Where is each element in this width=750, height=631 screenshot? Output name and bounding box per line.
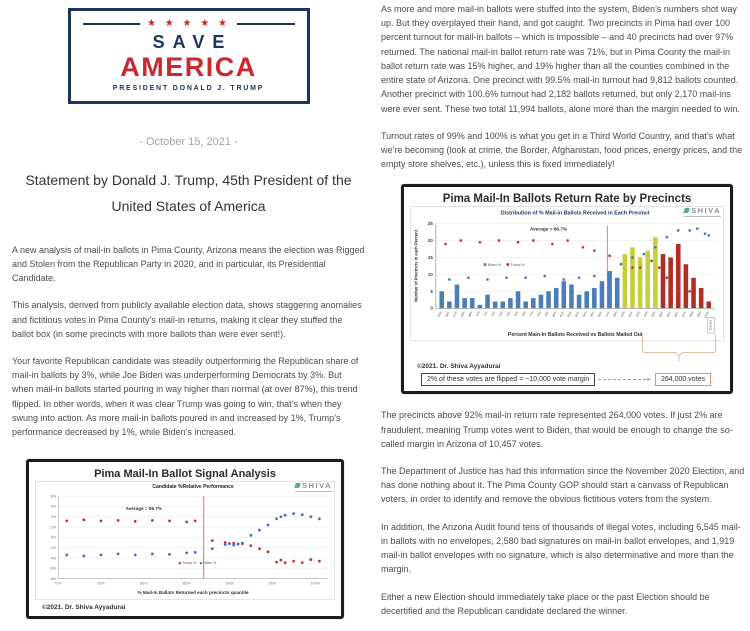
svg-text:Percent Main-In Ballots Receiv: Percent Main-In Ballots Received vs Ballots Mailed Out [507,332,643,339]
svg-text:82%: 82% [566,310,573,319]
svg-text:87%: 87% [604,310,611,319]
svg-text:5: 5 [430,289,433,295]
annotation-row [421,373,723,386]
paragraph: As more and more mail-in ballots were stuffed into the system, Biden’s numbers shot way up. But they overplayed their hand, and got caught. Two precincts in Pima had over 100 percent turnout for mail-in ballots – which is impossible – and 40 precincts had over 97% returned. The national mail-in ballot return rate was 71%, but in Pima County the mail-in ballot return rate was 15% higher, and 19% higher than all the counties combined in the entire state of Arizona. One precinct with 99.5% mail-in turnout had 9,812 ballots counted. Another precinct with 100.6% turnout had 2,182 ballots returned, but only 2,170 mail-ins were ever sent. These two total 11,994 ballots, alone more than the margin needed to win. [381,4,740,114]
shiva-logo [684,206,721,217]
svg-text:Average = 86.7%: Average = 86.7% [125,506,163,512]
svg-text:85%: 85% [182,582,191,587]
svg-text:4%: 4% [50,515,57,520]
chart-title: Pima Mail-In Ballots Return Rate by Precincts [442,193,692,206]
paragraph: A new analysis of mail-in ballots in Pima County, Arizona means the election was Rigged and Stolen from the Republican Party in 2020, and in particular, its Presidential Candidate. [12,244,365,284]
svg-text:92%: 92% [642,310,650,319]
scatter-plot [34,480,336,603]
svg-text:100%: 100% [310,582,320,587]
svg-text:74%: 74% [505,310,512,319]
svg-text:68%: 68% [459,310,466,319]
paragraph: Your favorite Republican candidate was steadily outperforming the Republican share of mail-in ballots by 3%, while Joe Biden was underperforming Democrats by 3%. But when mail-in ballots started pouring in way higher than normal (at over 87%), this trend flipped. In other words, when it was clear Trump was going to win, that’s when they swung into action. As more mail-in ballots poured in and increased by 1%, Trump’s performance decreased by 1%, while Biden’s increased. [12,356,359,438]
svg-text:83%: 83% [573,310,581,319]
svg-text:69%: 69% [467,310,474,319]
svg-text:81%: 81% [558,310,566,319]
svg-text:Biden %: Biden % [203,561,217,566]
svg-text:72%: 72% [490,310,497,319]
statement-date: - October 15, 2021 - [139,136,238,149]
logo-save-text: SAVE [152,32,233,52]
svg-text:99%: 99% [696,310,703,319]
shiva-wordmark: SHIVA [691,206,721,216]
svg-text:20: 20 [427,238,433,244]
svg-text:89%: 89% [619,310,627,319]
svg-text:0: 0 [430,306,433,312]
paragraph: This analysis, derived from publicly available election data, shows staggering anomalies and fictitious votes in Pima County’s mail-in returns, making it clear they stuffed the ballot box (in some precincts with more ballots than were ever sent!). [12,300,362,339]
svg-text:66%: 66% [444,310,451,319]
shiva-wordmark: SHIVA [302,481,332,491]
svg-text:25: 25 [427,221,433,227]
logo-subtitle: PRESIDENT DONALD J. TRUMP [112,85,265,93]
svg-text:-6%: -6% [49,566,57,571]
svg-text:71%: 71% [482,310,489,319]
left-column [12,0,365,619]
svg-text:65%: 65% [436,310,444,319]
svg-text:10: 10 [427,272,433,278]
svg-text:88%: 88% [612,310,619,319]
histogram-plot [409,205,725,362]
svg-text:90%: 90% [627,310,634,319]
svg-text:80%: 80% [139,582,148,587]
chart-title: Pima Mail-In Ballot Signal Analysis [94,468,276,481]
svg-text:2%: 2% [50,525,57,530]
shiva-mark-icon [294,483,301,488]
svg-text:Candidate %Relative Performanc: Candidate %Relative Performance [152,484,234,491]
shiva-logo [295,481,332,492]
signal-analysis-chart [26,459,344,619]
stars-row [83,18,295,29]
svg-text:76%: 76% [520,310,527,319]
svg-text:94%: 94% [657,310,665,319]
svg-text:93%: 93% [650,310,657,319]
svg-text:Biden %: Biden % [487,263,501,268]
svg-text:8%: 8% [50,494,57,499]
star-rule-left [83,23,141,25]
svg-text:80%: 80% [551,310,558,319]
svg-text:86%: 86% [596,310,604,319]
svg-text:100.6%: 100.6% [708,320,713,331]
svg-text:Average = 86.7%: Average = 86.7% [529,227,568,233]
svg-text:77%: 77% [528,310,535,319]
svg-text:84%: 84% [581,310,588,319]
paragraph: The precincts above 92% mail-in return rate represented 264,000 votes. If just 2% are fraudulent, meaning Trump votes went to Biden, that would be enough to change the so-called margin in Arizona of 10,457 votes. [381,410,733,449]
paragraph: The Department of Justice has had this information since the November 2020 Election, and has done nothing about it. The Pima County GOP should start a canvass of Republican voters, in order to identify and remove the obvious fictitious voters from the system. [381,466,745,505]
svg-text:78%: 78% [535,310,543,319]
svg-text:67%: 67% [451,310,459,319]
svg-text:73%: 73% [497,310,505,319]
save-america-logo [68,8,310,104]
logo-america-text: AMERICA [120,52,257,82]
right-column [381,2,745,631]
paragraph: Either a new Election should immediately take place or the past Election should be decertified and the Republican candidate declared the winner. [381,591,710,616]
svg-text:% Mail-In Ballots Returned eac: % Mail-In Ballots Returned each precincts quantile [137,590,249,596]
svg-text:79%: 79% [543,310,550,319]
svg-text:90%: 90% [225,582,234,587]
svg-text:96%: 96% [673,310,680,319]
svg-text:95%: 95% [268,582,277,587]
votes-box: 264,000 votes [655,373,711,386]
svg-text:Trump %: Trump % [510,263,525,268]
return-rate-chart [401,184,733,394]
svg-text:15: 15 [427,255,433,261]
svg-text:-4%: -4% [49,556,57,561]
svg-text:-8%: -8% [49,577,57,582]
svg-text:70%: 70% [54,582,62,587]
annotation-box: 2% of these votes are flipped = ~10,000 vote margin [421,373,595,386]
copyright-text: ©2021. Dr. Shiva Ayyadurai [417,363,501,371]
svg-text:91%: 91% [635,310,642,319]
svg-text:97%: 97% [680,310,688,319]
svg-text:75%: 75% [97,582,105,587]
svg-text:85%: 85% [589,310,596,319]
svg-text:100%: 100% [702,310,711,320]
arrow-icon [598,377,652,383]
arrow-head: ► [646,376,653,383]
copyright-text: ©2021. Dr. Shiva Ayyadurai [42,604,126,612]
svg-text:98%: 98% [688,310,695,319]
svg-text:0%: 0% [50,536,57,541]
svg-text:Distribution of % Mail-in Ball: Distribution of % Mail-in Ballots Received in Each Precinct [500,210,650,217]
arrow-line [598,379,646,380]
star-rule-right [237,23,295,25]
svg-text:95%: 95% [665,310,672,319]
svg-text:75%: 75% [512,310,520,319]
svg-text:Trump %: Trump % [182,561,196,566]
paragraph: In addition, the Arizona Audit found tens of thousands of illegal votes, including 6,545 mail-in ballots with no envelopes, 2,580 bad signatures on mail-in ballot envelopes, and 1,919 mail-in ballot envelopes with no signature, which is also determinative and more than the margin. [381,521,741,575]
svg-text:-2%: -2% [49,546,57,551]
svg-text:Number of Precincts in each Pe: Number of Precincts in each Percent [413,230,419,303]
shiva-mark-icon [683,208,690,213]
svg-text:6%: 6% [50,505,57,510]
stars-icon: ★ ★ ★ ★ ★ [147,18,230,29]
svg-text:70%: 70% [474,310,482,319]
page-title: Statement by Donald J. Trump, 45th President of the United States of America [25,172,352,214]
paragraph: Turnout rates of 99% and 100% is what you get in a Third World Country, and that’s what we’re becoming (look at crime, the Border, Afghanistan, food prices, energy prices, and the empty store shelves, etc.), unless this is fixed immediately! [381,130,743,170]
